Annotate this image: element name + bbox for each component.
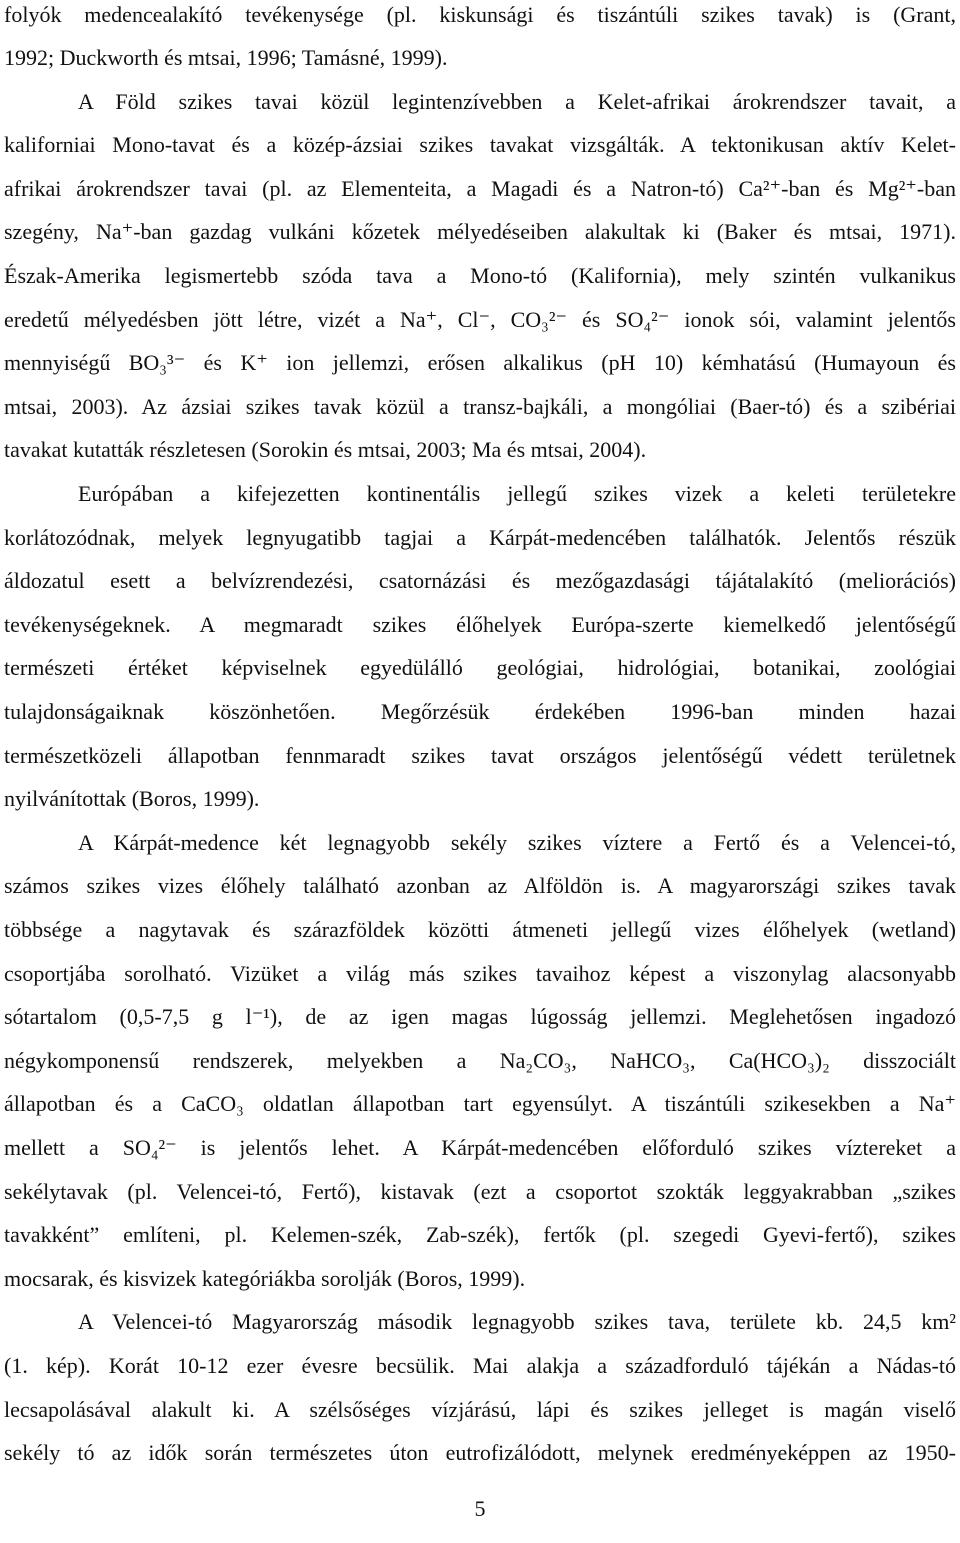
text-line: csoportjába sorolható. Vizüket a világ más szikes tavaihoz képest a viszonylag alacsonyabb <box>4 961 956 986</box>
text-line: folyók medencealakító tevékenysége (pl. kiskunsági és tiszántúli szikes tavak) is (Grant, <box>4 2 956 27</box>
text-line: sótartalom (0,5-7,5 g l⁻¹), de az igen magas lúgosság jellemzi. Meglehetősen ingadozó <box>4 1004 956 1029</box>
text-line: természetközeli állapotban fennmaradt szikes tavat országos jelentőségű védett területnek <box>4 743 956 768</box>
paragraph-start-line: A Velencei-tó Magyarország második legnagyobb szikes tava, területe kb. 24,5 km² <box>78 1309 956 1334</box>
text-line: tevékenységeknek. A megmaradt szikes élőhelyek Európa-szerte kiemelkedő jelentőségű <box>4 612 956 637</box>
text-line: korlátozódnak, melyek legnyugatibb tagjai a Kárpát-medencében találhatók. Jelentős részük <box>4 525 956 550</box>
text-line: kaliforniai Mono-tavat és a közép-ázsiai szikes tavakat vizsgálták. A tektonikusan aktív Kelet- <box>4 132 956 157</box>
text-line: afrikai árokrendszer tavai (pl. az Elementeita, a Magadi és a Natron-tó) Ca²⁺-ban és Mg²⁺-ban <box>4 176 956 201</box>
paragraph-start-line: Európában a kifejezetten kontinentális jellegű szikes vizek a keleti területekre <box>78 481 956 506</box>
text-line: mellett a SO₄²⁻ is jelentős lehet. A Kárpát-medencében előforduló szikes víztereket a <box>4 1135 956 1160</box>
text-line: sekély tó az idők során természetes úton eutrofizálódott, melynek eredményeképpen az 1950- <box>4 1440 956 1465</box>
text-line: tavakat kutatták részletesen (Sorokin és mtsai, 2003; Ma és mtsai, 2004). <box>4 437 647 462</box>
text-line: mennyiségű BO₃³⁻ és K⁺ ion jellemzi, erősen alkalikus (pH 10) kémhatású (Humayoun és <box>4 350 956 375</box>
text-line: természeti értéket képviselnek egyedülálló geológiai, hidrológiai, botanikai, zoológiai <box>4 655 956 680</box>
text-line: tavakként” említeni, pl. Kelemen-szék, Zab-szék), fertők (pl. szegedi Gyevi-fertő), szikes <box>4 1222 956 1247</box>
text-line: (1. kép). Korát 10-12 ezer évesre becsülik. Mai alakja a századforduló tájékán a Nádas-tó <box>4 1353 956 1378</box>
text-line: állapotban és a CaCO₃ oldatlan állapotban tart egyensúlyt. A tiszántúli szikesekben a Na⁺ <box>4 1091 956 1116</box>
paragraph-start-line: A Kárpát-medence két legnagyobb sekély szikes víztere a Fertő és a Velencei-tó, <box>78 830 956 855</box>
text-line: mocsarak, és kisvizek kategóriákba sorolják (Boros, 1999). <box>4 1266 526 1291</box>
text-line: lecsapolásával alakult ki. A szélsőséges vízjárású, lápi és szikes jelleget is magán viselő <box>4 1397 956 1422</box>
text-line: Észak-Amerika legismertebb szóda tava a Mono-tó (Kalifornia), mely szintén vulkanikus <box>4 263 956 288</box>
text-line: mtsai, 2003). Az ázsiai szikes tavak közül a transz-bajkáli, a mongóliai (Baer-tó) és a szibériai <box>4 394 956 419</box>
paragraph-start-line: A Föld szikes tavai közül legintenzívebben a Kelet-afrikai árokrendszer tavait, a <box>78 89 956 114</box>
text-line: számos szikes vizes élőhely található azonban az Alföldön is. A magyarországi szikes tavak <box>4 873 956 898</box>
text-line: sekélytavak (pl. Velencei-tó, Fertő), kistavak (ezt a csoportot szokták leggyakrabban „szikes <box>4 1179 956 1204</box>
text-line: áldozatul esett a belvízrendezési, csatornázási és mezőgazdasági tájátalakító (meliorációs) <box>4 568 956 593</box>
text-line: eredetű mélyedésben jött létre, vizét a Na⁺, Cl⁻, CO₃²⁻ és SO₄²⁻ ionok sói, valamint jelentős <box>4 307 956 332</box>
text-line: szegény, Na⁺-ban gazdag vulkáni kőzetek mélyedéseiben alakultak ki (Baker és mtsai, 1971). <box>4 219 956 244</box>
text-line: tulajdonságaiknak köszönhetően. Megőrzésük érdekében 1996-ban minden hazai <box>4 699 956 724</box>
text-line: négykomponensű rendszerek, melyekben a Na₂CO₃, NaHCO₃, Ca(HCO₃)₂ disszociált <box>4 1048 956 1073</box>
page-number: 5 <box>474 1496 486 1521</box>
text-line: 1992; Duckworth és mtsai, 1996; Tamásné, 1999). <box>4 45 448 70</box>
text-line: többsége a nagytavak és szárazföldek közötti átmeneti jellegű vizes élőhelyek (wetland) <box>4 917 956 942</box>
text-line: nyilvánítottak (Boros, 1999). <box>4 786 260 811</box>
